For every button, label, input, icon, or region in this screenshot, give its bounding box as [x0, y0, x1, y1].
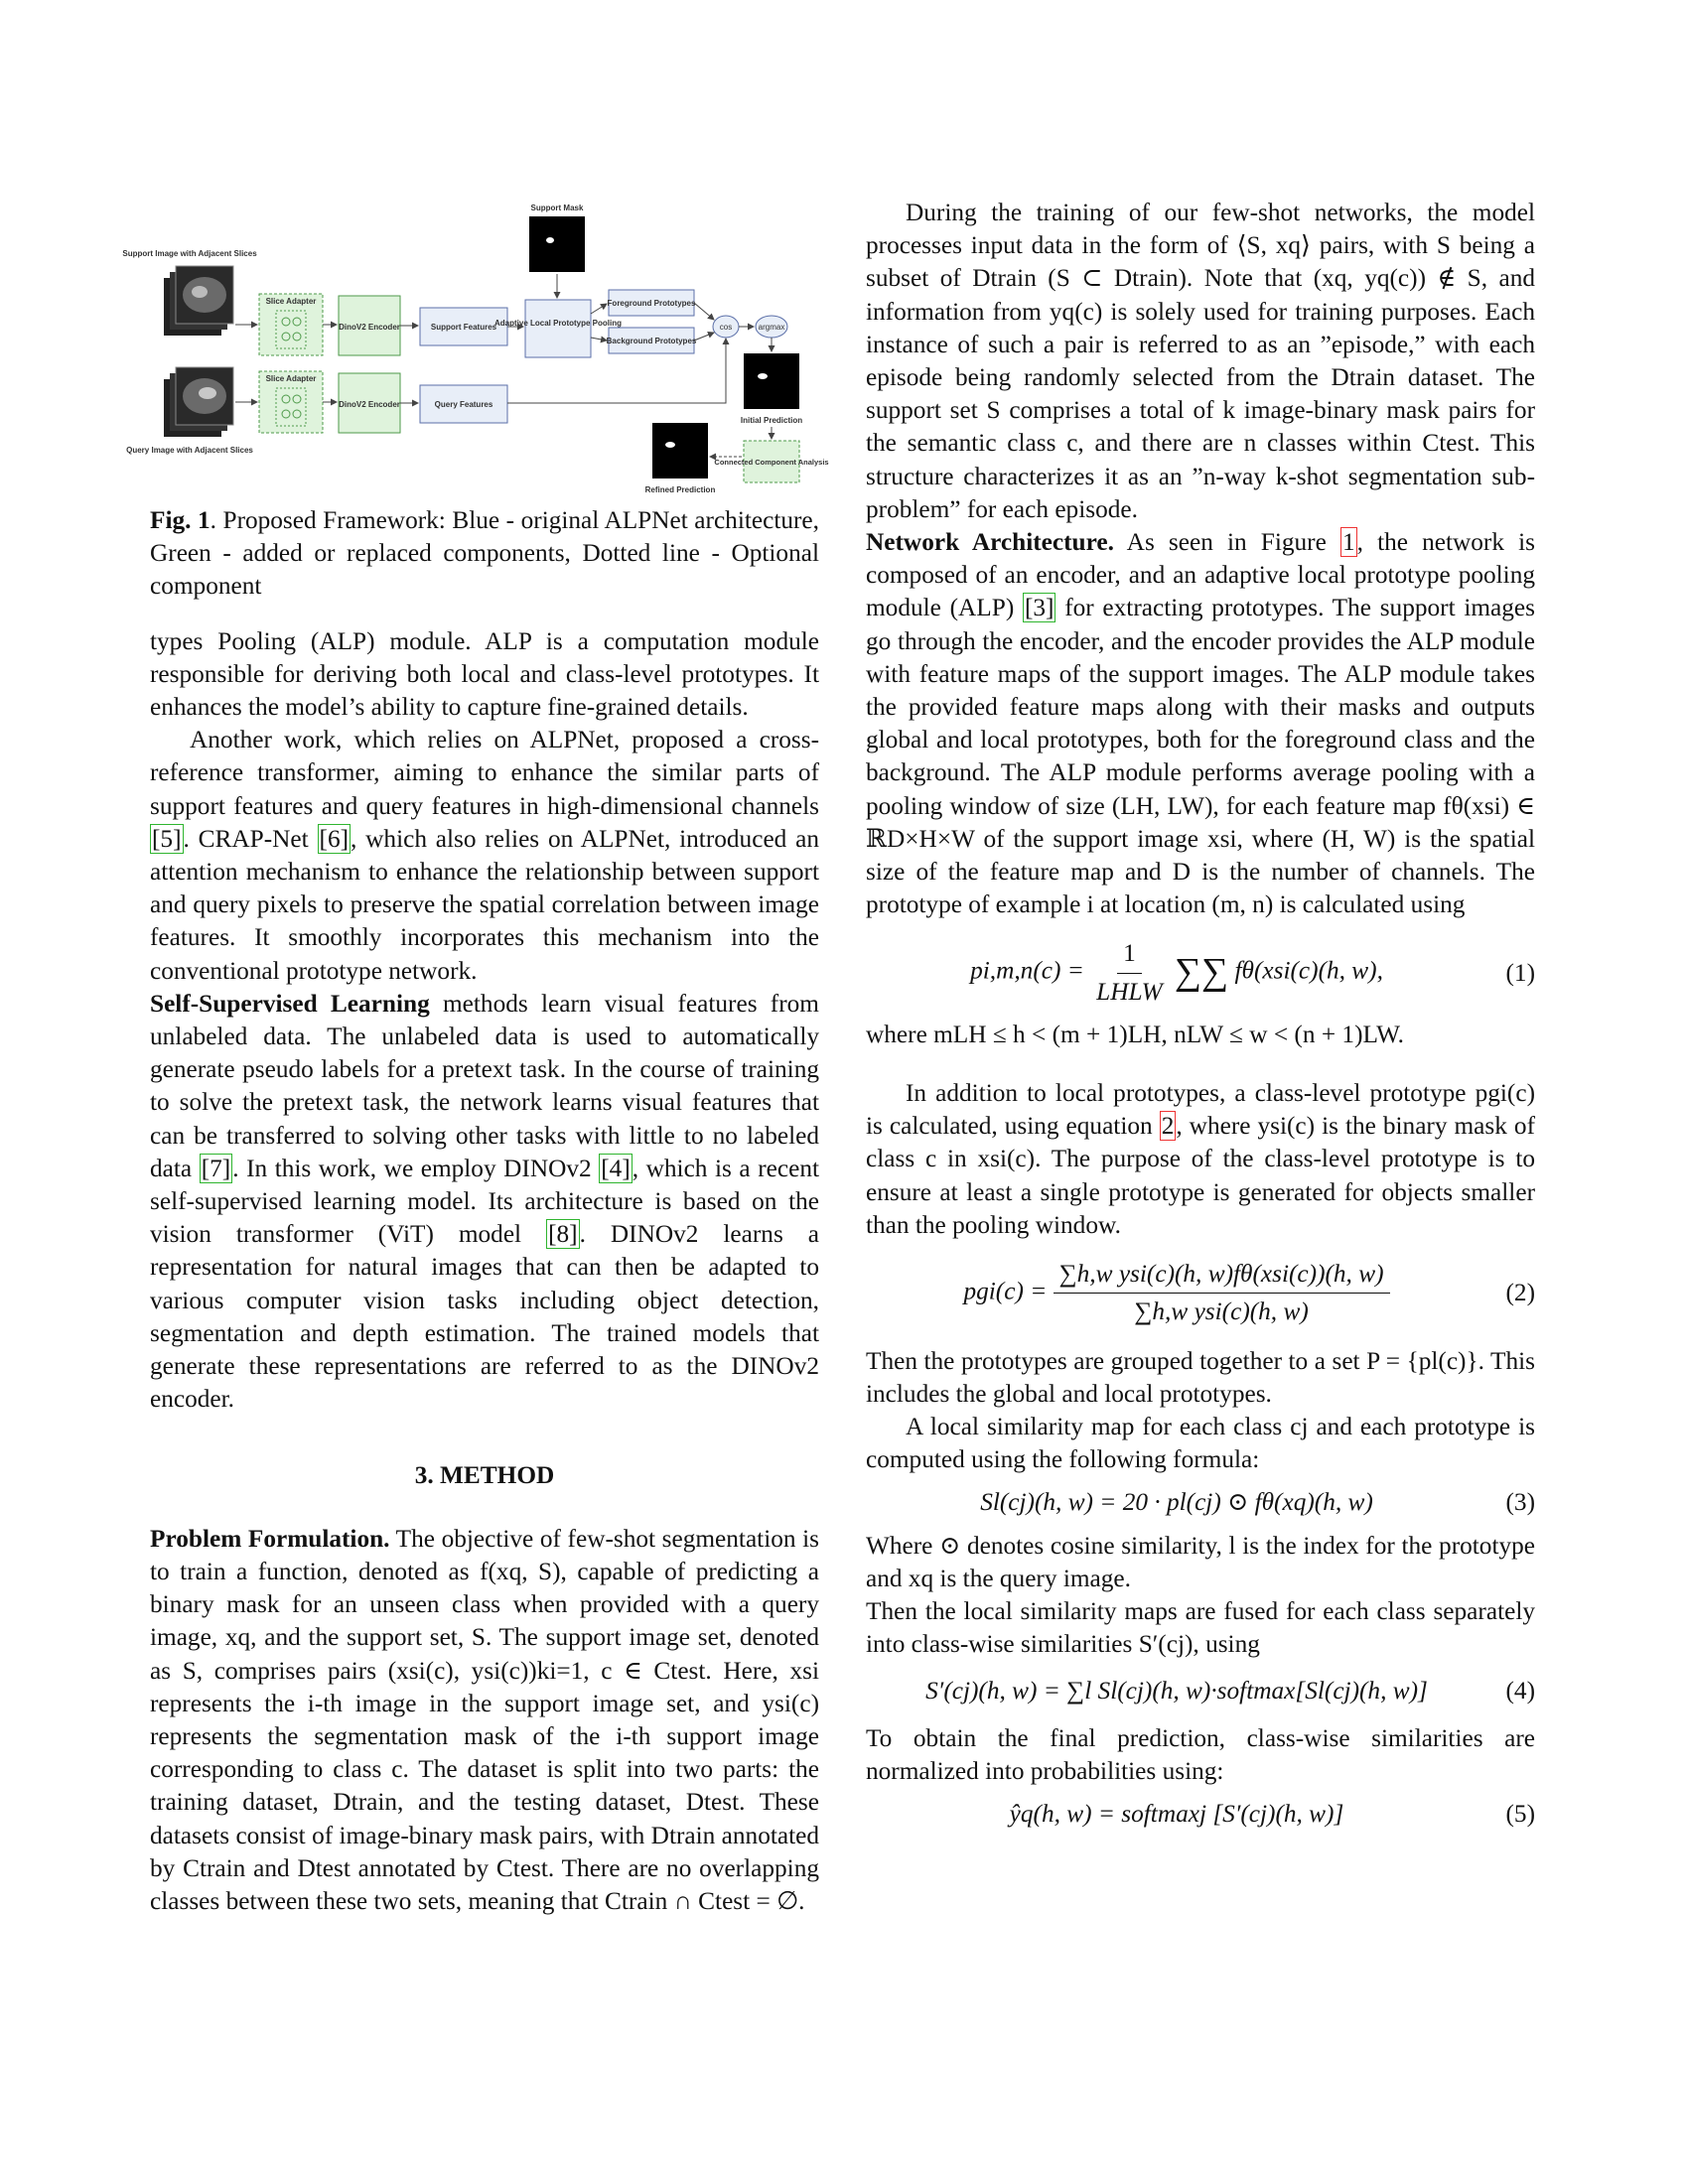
caption-text: . Proposed Framework: Blue - original ALPNet architecture, Green - added or replaced components, Dotted line - Optional component — [150, 506, 819, 601]
framework-figure — [122, 197, 829, 496]
runin-heading: Self-Supervised Learning — [150, 989, 430, 1018]
argmax-label: argmax — [758, 323, 785, 332]
equation-3: Sl(cj)(h, w) = 20 · pl(cj) ⊙ fθ(xq)(h, w) (3) — [866, 1486, 1535, 1519]
bg-proto-label: Background Prototypes — [606, 337, 697, 345]
paragraph: Self-Supervised Learning methods learn visual features from unlabeled data. The unlabeled data is used to automatically generate pseudo labels for a pretext task. In the course of training to solve the pretext task, the network learns visual features that can be transferred to solving other tasks with little to no labeled data [7]. In this work, we employ DINOv2 [4], which is a recent self-supervised learning model. Its architecture is based on the vision transformer (ViT) model [8]. DINOv2 learns a representation for natural images that can then be adapted to various computer vision tasks including object detection, segmentation and depth estimation. The trained models that generate these representations are referred to as the DINOv2 encoder. — [150, 989, 819, 1414]
equation-number: (4) — [1505, 1677, 1535, 1706]
citation-link[interactable]: [7] — [201, 1154, 231, 1182]
support-image-stack — [164, 266, 233, 336]
cos-label: cos — [719, 323, 733, 332]
encoder-1-label: DinoV2 Encoder — [339, 323, 400, 332]
svg-text:Support Image with Adjacent Sl — [122, 249, 257, 258]
paragraph: Where ⊙ denotes cosine similarity, l is the index for the prototype and xq is the query image. — [866, 1531, 1535, 1592]
citation-link[interactable]: [8] — [548, 1220, 578, 1249]
paragraph: Another work, which relies on ALPNet, proposed a cross-reference transformer, aiming to enhance the similar parts of support features and query features in high-dimensional channels [5]. CRAP-Net [6], which also relies on ALPNet, introduced an attention mechanism to enhance the relationship between support and query pixels to preserve the spatial correlation between image features. It smoothly incorporates this mechanism into the conventional prototype network. — [150, 726, 820, 985]
equation-number: (3) — [1505, 1488, 1535, 1517]
paragraph: Then the local similarity maps are fused for each class separately into class-wise similarities S′(cj), using — [866, 1596, 1535, 1659]
citation-link[interactable]: [3] — [1024, 594, 1055, 622]
slice-adapter-1-label: Slice Adapter — [265, 297, 317, 306]
refined-prediction-label: Refined Prediction — [644, 485, 716, 494]
paragraph: A local similarity map for each class cj and each prototype is computed using the following formula: — [866, 1412, 1535, 1474]
equation-reference-link[interactable]: 2 — [1161, 1112, 1175, 1141]
paragraph: Then the prototypes are grouped together to a set P = {pl(c)}. This includes the global and local prototypes. — [866, 1346, 1535, 1408]
fg-proto-label: Foreground Prototypes — [607, 299, 696, 308]
citation-link[interactable]: [6] — [319, 824, 350, 853]
citation-link[interactable]: [5] — [152, 824, 182, 853]
figure-number: Fig. 1 — [150, 506, 211, 534]
equation-2: pgi(c) = $\frac{\text{∑h,w ysi(c)(h, w)fθ(xsi(c))(h, w)}}{\text{∑h,w ysi(c)(h, w)}}$ (2) — [963, 1260, 1535, 1326]
right-column — [866, 197, 1535, 1841]
left-column — [122, 197, 829, 1918]
citation-link[interactable]: [4] — [601, 1154, 631, 1182]
paragraph: Problem Formulation. The objective of few-shot segmentation is to train a function, denoted as f(xq, S), capable of predicting a binary mask for an unseen class when provided with a query image, xq, and the support set, S. The support image set, denoted as S, comprises pairs (xsi(c), ysi(c))ki=1, c ∈ Ctest. Here, xsi represents the i-th image in the support image set, and ysi(c) represents the segmentation mask of the i-th support image corresponding to class c. The dataset is split into two parts: the training dataset, Dtrain, and the testing dataset, Dtest. These datasets consist of image-binary mask pairs, with Dtrain annotated by Ctrain and Dtest annotated by Ctest. There are no overlapping classes between these two sets, meaning that Ctrain ∩ Ctest = ∅. — [150, 1524, 819, 1915]
paragraph: In addition to local prototypes, a class-level prototype pgi(c) is calculated, using equation 2, where ysi(c) is the binary mask of class c in xsi(c). The purpose of the class-level prototype is to ensure at least a single prototype is generated for objects smaller than the pooling window. — [866, 1079, 1535, 1239]
equation-number: (5) — [1505, 1799, 1535, 1828]
alp-label: Adaptive Local Prototype Pooling — [493, 319, 623, 328]
support-features-label: Support Features — [430, 323, 497, 332]
runin-heading: Problem Formulation. — [150, 1524, 390, 1553]
equation-4: S′(cj)(h, w) = ∑l Sl(cj)(h, w)·softmax[Sl(cj)(h, w)] (4) — [866, 1675, 1535, 1707]
encoder-2-label: DinoV2 Encoder — [339, 400, 400, 409]
framework-diagram — [122, 197, 829, 496]
equation-5: ŷq(h, w) = softmaxj [S′(cj)(h, w)] (5) — [866, 1798, 1535, 1831]
equation-number: (1) — [1505, 958, 1535, 987]
query-features-label: Query Features — [434, 400, 493, 409]
paragraph: During the training of our few-shot networks, the model processes input data in the form of ⟨S, xq⟩ pairs, with S being a subset of Dtrain (S ⊂ Dtrain). Note that (xq, yq(c)) ∉ S, and information from yq(c) is solely used for training purposes. Each instance of such a pair is referred to as an ”episode,” with each episode being randomly selected from the Dtrain dataset. The support set S comprises a total of k image-binary mask pairs for the semantic class c, and there are n classes within Ctest. This structure characterizes it as an ”n-way k-shot segmentation sub-problem” for each episode. — [866, 199, 1535, 523]
section-heading: 3. METHOD — [414, 1461, 555, 1490]
initial-prediction-label: Initial Prediction — [740, 416, 803, 425]
support-mask-label: Support Mask — [530, 204, 584, 212]
figure-reference-link[interactable]: 1 — [1341, 528, 1355, 557]
query-image-label: Query Image with Adjacent Slices — [126, 446, 253, 455]
equation-number: (2) — [1505, 1279, 1535, 1307]
paragraph: types Pooling (ALP) module. ALP is a computation module responsible for deriving both local and class-level prototypes. It enhances the model’s ability to capture fine-grained details. — [150, 626, 819, 722]
figure-caption — [150, 504, 819, 604]
paragraph: where mLH ≤ h < (m + 1)LH, nLW ≤ w < (n + 1)LW. — [866, 1020, 1404, 1048]
slice-adapter-2-label: Slice Adapter — [265, 374, 317, 383]
runin-heading: Network Architecture. — [866, 528, 1114, 557]
cca-label: Connected Component Analysis — [714, 458, 829, 467]
paragraph: To obtain the final prediction, class-wise similarities are normalized into probabilities using: — [866, 1723, 1535, 1785]
equation-1: pi,m,n(c) = $\frac{1}{\text{LHLW}}$ ∑∑ fθ(xsi(c)(h, w), (1) — [970, 939, 1535, 1006]
query-image-stack — [164, 367, 233, 437]
support-image-label: Support Image with Adjacent Slices — [122, 249, 257, 258]
paragraph: Network Architecture. As seen in Figure 1, the network is composed of an encoder, and an adaptive local prototype pooling module (ALP) [3] for extracting prototypes. The support images go through the encoder, and the encoder provides the ALP module with feature maps of the support images. The ALP module takes the provided feature maps along with their masks and outputs global and local prototypes, both for the foreground class and the background. The ALP module performs average pooling with a pooling window of size (LH, LW), for each feature map fθ(xsi) ∈ ℝD×H×W of the support image xsi, where (H, W) is the spatial size of the feature map and D is the number of channels. The prototype of example i at location (m, n) is calculated using — [866, 528, 1536, 919]
